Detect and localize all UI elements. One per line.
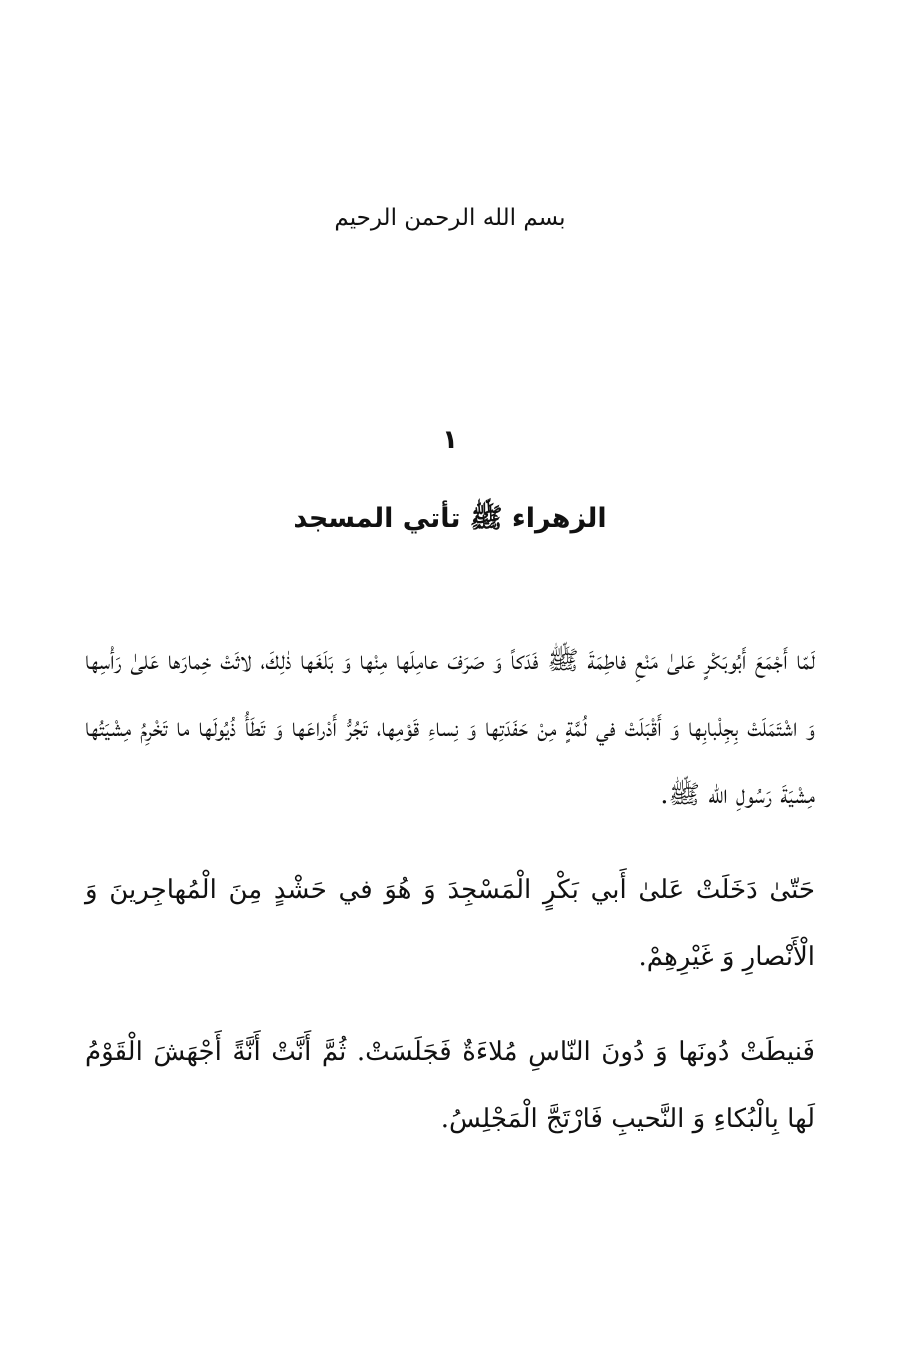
basmala: بسم الله الرحمن الرحيم [334, 205, 566, 231]
paragraph-2: حَتّىٰ دَخَلَتْ عَلىٰ أَبي بَكْرٍ الْمَسْجِدَ وَ هُوَ في حَشْدٍ مِنَ الْمُهاجِرينَ وَ الْأَنْصارِ وَ غَيْرِهِمْ. [85, 875, 815, 972]
paragraph-3: فَنيطَتْ دُونَها وَ دُونَ النّاسِ مُلاءَةٌ فَجَلَسَتْ. ثُمَّ أَنَّتْ أَنَّةً أَجْهَشَ الْقَوْمُ لَها بِالْبُكاءِ وَ النَّحيبِ فَارْتَجَّ الْمَجْلِسُ. [85, 1037, 815, 1134]
chapter-number: ١ [442, 425, 458, 455]
body-text [85, 628, 815, 1153]
paragraph-1: لَمّا أَجْمَعَ أَبُوبَكْرٍ عَلىٰ مَنْعِ فاطِمَةَ ﷺ فَدَكاً وَ صَرَفَ عامِلَها مِنْها وَ بَلَغَها ذٰلِكَ، لاثَتْ خِمارَها عَلىٰ رَأْسِها وَ اشْتَمَلَتْ بِجِلْبابِها وَ أَقْبَلَتْ في لُمَّةٍ مِنْ حَفَدَتِها وَ نِساءِ قَوْمِها، تَجُرُّ أَدْراعَها وَ تَطَأُ ذُيُولَها ما تَخْرِمُ مِشْيَتُها مِشْيَةَ رَسُولِ الله ﷺ. [85, 646, 815, 810]
chapter-title: الزهراء ﷺ تأتي المسجد [293, 503, 607, 534]
